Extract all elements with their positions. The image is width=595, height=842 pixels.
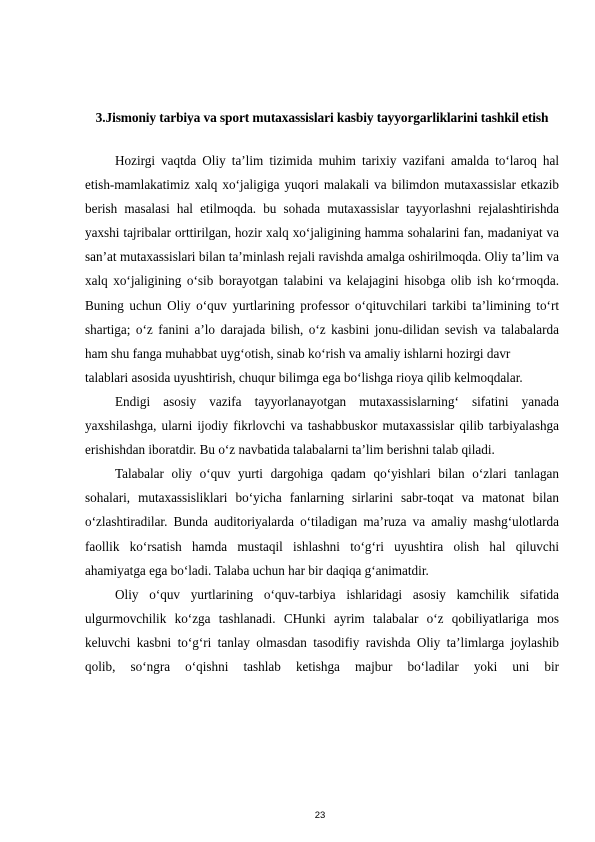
section-title: 3.Jismoniy tarbiya va sport mutaxassislari kasbiy tayyorgarliklarini tashkil etish [95, 110, 549, 125]
paragraph-4: Talabalar oliy o‘quv yurti dargohiga qadam qo‘yishlari bilan o‘zlari tanlagan sohalari, mutaxassisliklari bo‘yicha fanlarning sirlarini sabr-toqat va matonat bilan o‘zlashtiradilar. Bunda auditoriyalarda o‘tiladigan ma’ruza va amaliy mashg‘ulotlarda faollik ko‘rsatish hamda mustaqil ishlashni to‘g‘ri uyushtira olish hal qiluvchi ahamiyatga ega bo‘ladi. Talaba uchun har bir daqiqa g‘animatdir. [85, 466, 559, 578]
paragraph-3: Endigi asosiy vazifa tayyorlanayotgan mutaxassislarning‘ sifatini yanada yaxshilashga, ularni ijodiy fikrlovchi va tashabbuskor mutaxassislar qilib tarbiyalashga erishishdan iboratdir. Bu o‘z navbatida talabalarni ta’lim berishni talab qiladi. [85, 393, 559, 458]
paragraph-2: talablari asosida uyushtirish, chuqur bilimga ega bo‘lishga rioya qilib kelmoqdalar. [85, 369, 523, 385]
paragraph-5: Oliy o‘quv yurtlarining o‘quv-tarbiya ishlaridagi asosiy kamchilik sifatida ulgurmovchilik ko‘zga tashlanadi. CHunki ayrim talabalar o‘z qobiliyatlariga mos keluvchi kasbni to‘g‘ri tanlay olmasdan tasodifiy ravishda Oliy ta’limlarga joylashib qolib, so‘ngra o‘qishni tashlab ketishga majbur bo‘ladilar yoki uni bir [85, 586, 559, 674]
body-text [85, 149, 559, 679]
paragraph-1: Hozirgi vaqtda Oliy ta’lim tizimida muhim tarixiy vazifani amalda to‘laroq hal etish-mamlakatimiz xalq xo‘jaligiga yuqori malakali va bilimdon mutaxassislar etkazib berish masalasi hal etilmoqda. bu sohada mutaxassislar tayyorlashni rejalashtirishda yaxshi tajribalar orttirilgan, hozir xalq xo‘jaligining hamma sohalarini fan, madaniyat va san’at mutaxassislari bilan ta’minlash rejali ravishda amalga oshirilmoqda. Oliy ta’lim va xalq xo‘jaligining o‘sib borayotgan talabini va kelajagini hisobga olib ish ko‘rmoqda. Buning uchun Oliy o‘quv yurtlarining professor o‘qituvchilari tarkibi ta’limining to‘rt shartiga; o‘z fanini a’lo darajada bilish, o‘z kasbini jonu-dilidan sevish va talabalarda ham shu fanga muhabbat uyg‘otish, sinab ko‘rish va amaliy ishlarni hozirgi davr [85, 153, 559, 361]
page-number: 23 [314, 810, 326, 821]
